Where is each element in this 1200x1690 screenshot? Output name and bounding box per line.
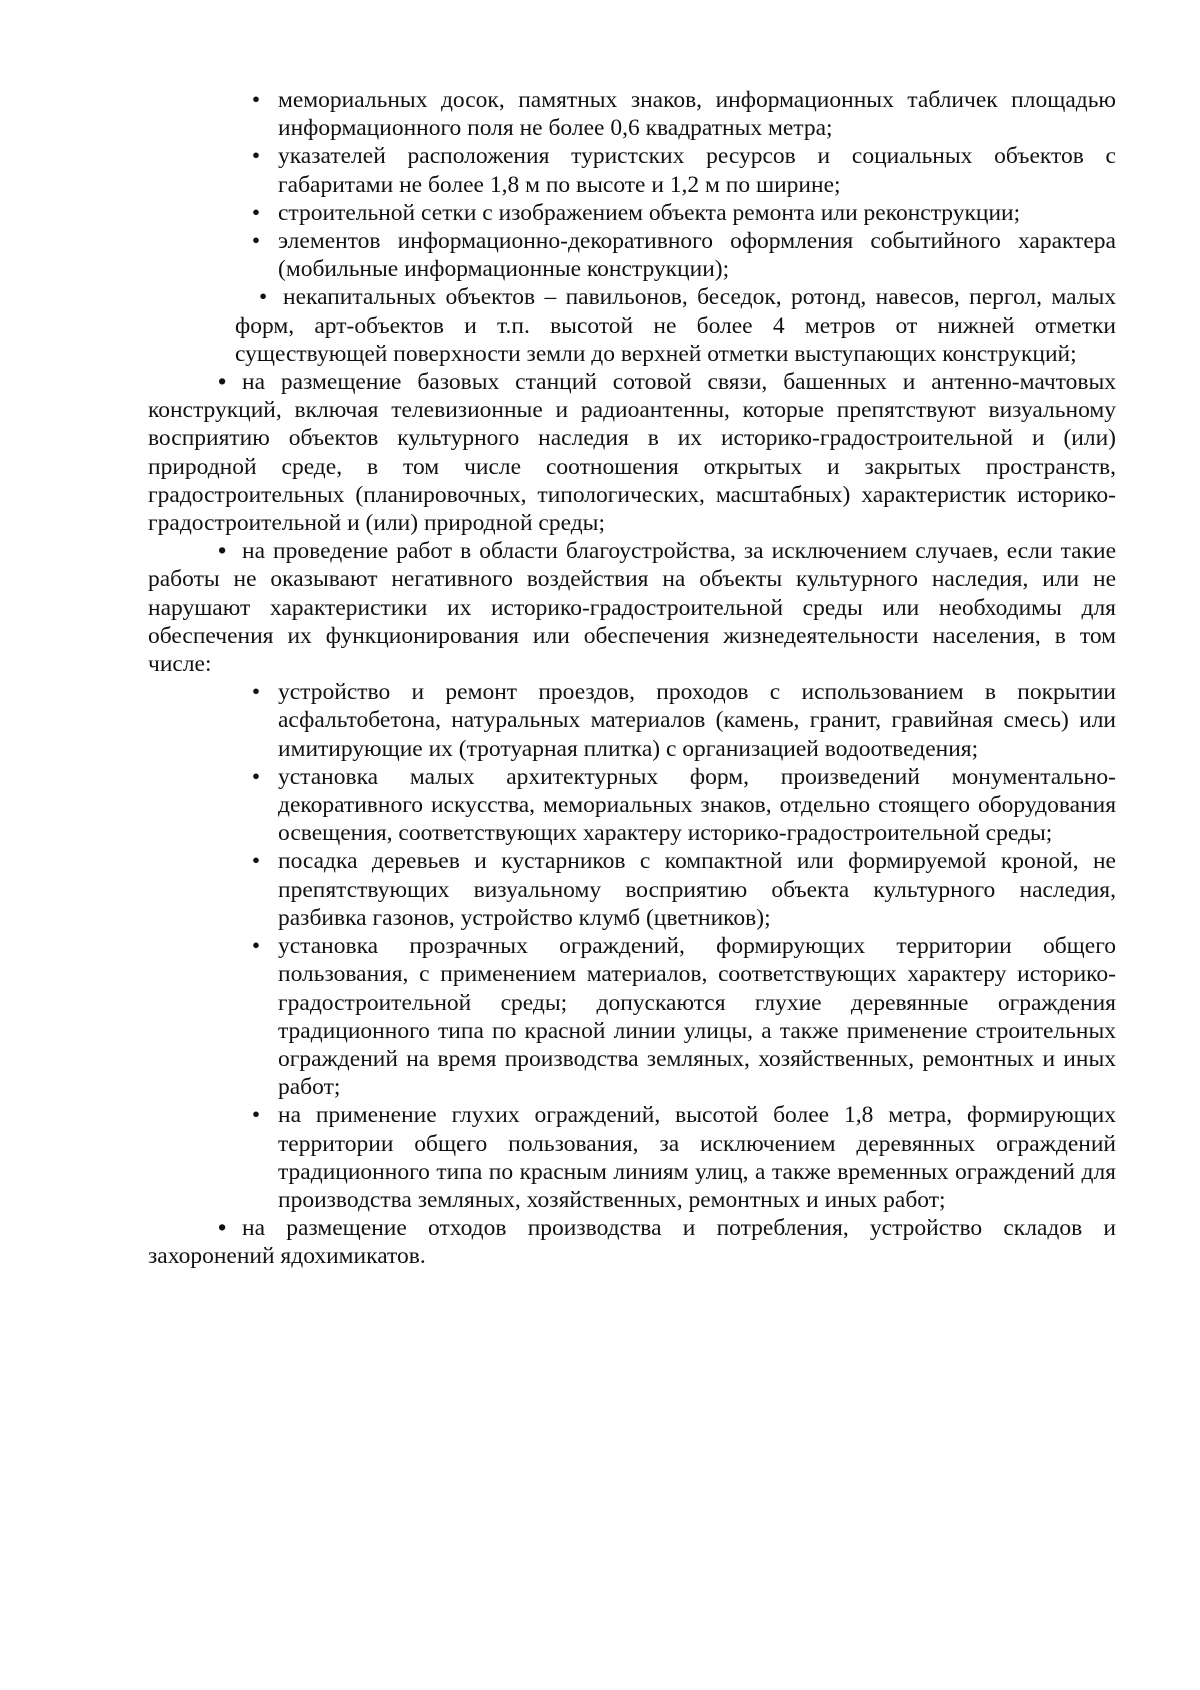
- paragraph-text: на размещение базовых станций сотовой связи, башенных и антенно-мачтовых конструкций, включая телевизионные и радиоантенны, которые препятствуют визуальному восприятию объектов культурного наследия в их историко-градостроительной и (или) природной среде, в том числе соотношения открытых и закрытых пространств, градостроительных (планировочных, типологических, масштабных) характеристик историко-градостроительной и (или) природной среды;: [148, 369, 1116, 537]
- paragraph-item: [148, 1214, 1116, 1270]
- hanging-list-item: [148, 283, 1116, 368]
- list-item-text: мемориальных досок, памятных знаков, информационных табличек площадью информационного поля не более 0,6 квадратных метра;: [278, 87, 1116, 142]
- list-item-text: установка прозрачных ограждений, формирующих территории общего пользования, с применением материалов, соответствующих характеру историко-градостроительной среды; допускаются глухие деревянные ограждения традиционного типа по красной линии улицы, а также применение строительных ограждений на время производства земляных, хозяйственных, ремонтных и иных работ;: [278, 933, 1116, 1101]
- list-item-text: посадка деревьев и кустарников с компактной или формируемой кроной, не препятствующих визуальному восприятию объекта культурного наследия, разбивка газонов, устройство клумб (цветников);: [278, 848, 1116, 931]
- list-item: [148, 142, 1116, 198]
- top-bullet-list: [148, 86, 1116, 283]
- hanging-item-text: некапитальных объектов – павильонов, беседок, ротонд, навесов, пергол, малых форм, арт-объектов и т.п. высотой не более 4 метров от нижней отметки существующей поверхности земли до верхней отметки выступающих конструкций;: [235, 284, 1116, 367]
- bullet-icon: •: [218, 538, 227, 565]
- list-item-text: указателей расположения туристских ресурсов и социальных объектов с габаритами не более 1,8 м по высоте и 1,2 м по ширине;: [278, 143, 1116, 198]
- list-item: [148, 932, 1116, 1101]
- list-item-text: устройство и ремонт проездов, проходов с использованием в покрытии асфальтобетона, натуральных материалов (камень, гранит, гравийная смесь) или имитирующие их (тротуарная плитка) с организацией водоотведения;: [278, 679, 1116, 762]
- paragraph-text: на размещение отходов производства и потребления, устройство складов и захоронений ядохимикатов.: [148, 1215, 1116, 1270]
- list-item-text: установка малых архитектурных форм, произведений монументально-декоративного искусства, мемориальных знаков, отдельно стоящего оборудования освещения, соответствующих характеру историко-градостроительной среды;: [278, 763, 1116, 847]
- bullet-icon: •: [251, 87, 261, 113]
- list-item: [148, 763, 1116, 848]
- paragraph-text: на проведение работ в области благоустройства, за исключением случаев, если такие работы не оказывают негативного воздействия на объекты культурного наследия, или не нарушают характеристики их историко-градостроительной среды или необходимы для обеспечения их функционирования или обеспечения жизнедеятельности населения, в том числе:: [148, 538, 1116, 678]
- list-item: [148, 847, 1116, 932]
- bullet-icon: •: [251, 199, 261, 226]
- list-item-text: строительной сетки с изображением объекта ремонта или реконструкции;: [278, 199, 1021, 226]
- bullet-icon: •: [251, 933, 261, 960]
- list-item-text: элементов информационно-декоративного оформления событийного характера (мобильные информационные конструкции);: [278, 228, 1116, 283]
- bullet-icon: •: [251, 228, 261, 255]
- bullet-icon: •: [251, 848, 261, 875]
- bullet-icon: •: [218, 1215, 227, 1242]
- list-item: [148, 1101, 1116, 1214]
- bullet-icon: •: [251, 763, 261, 790]
- bullet-icon: •: [251, 1102, 261, 1129]
- list-item-text: на применение глухих ограждений, высотой более 1,8 метра, формирующих территории общего пользования, за исключением деревянных ограждений традиционного типа по красным линиям улиц, а также временных ограждений для производства земляных, хозяйственных, ремонтных и иных работ;: [278, 1102, 1116, 1213]
- nested-bullet-list: [148, 678, 1116, 1214]
- paragraph-item: [148, 368, 1116, 537]
- document-body: [148, 86, 1116, 1271]
- list-item: [148, 678, 1116, 763]
- bullet-icon: •: [251, 143, 261, 170]
- bullet-icon: •: [259, 284, 268, 311]
- list-item: [148, 86, 1116, 142]
- paragraph-item: [148, 537, 1116, 678]
- list-item: [148, 199, 1116, 227]
- list-item: [148, 227, 1116, 283]
- bullet-icon: •: [218, 369, 227, 396]
- bullet-icon: •: [251, 679, 261, 706]
